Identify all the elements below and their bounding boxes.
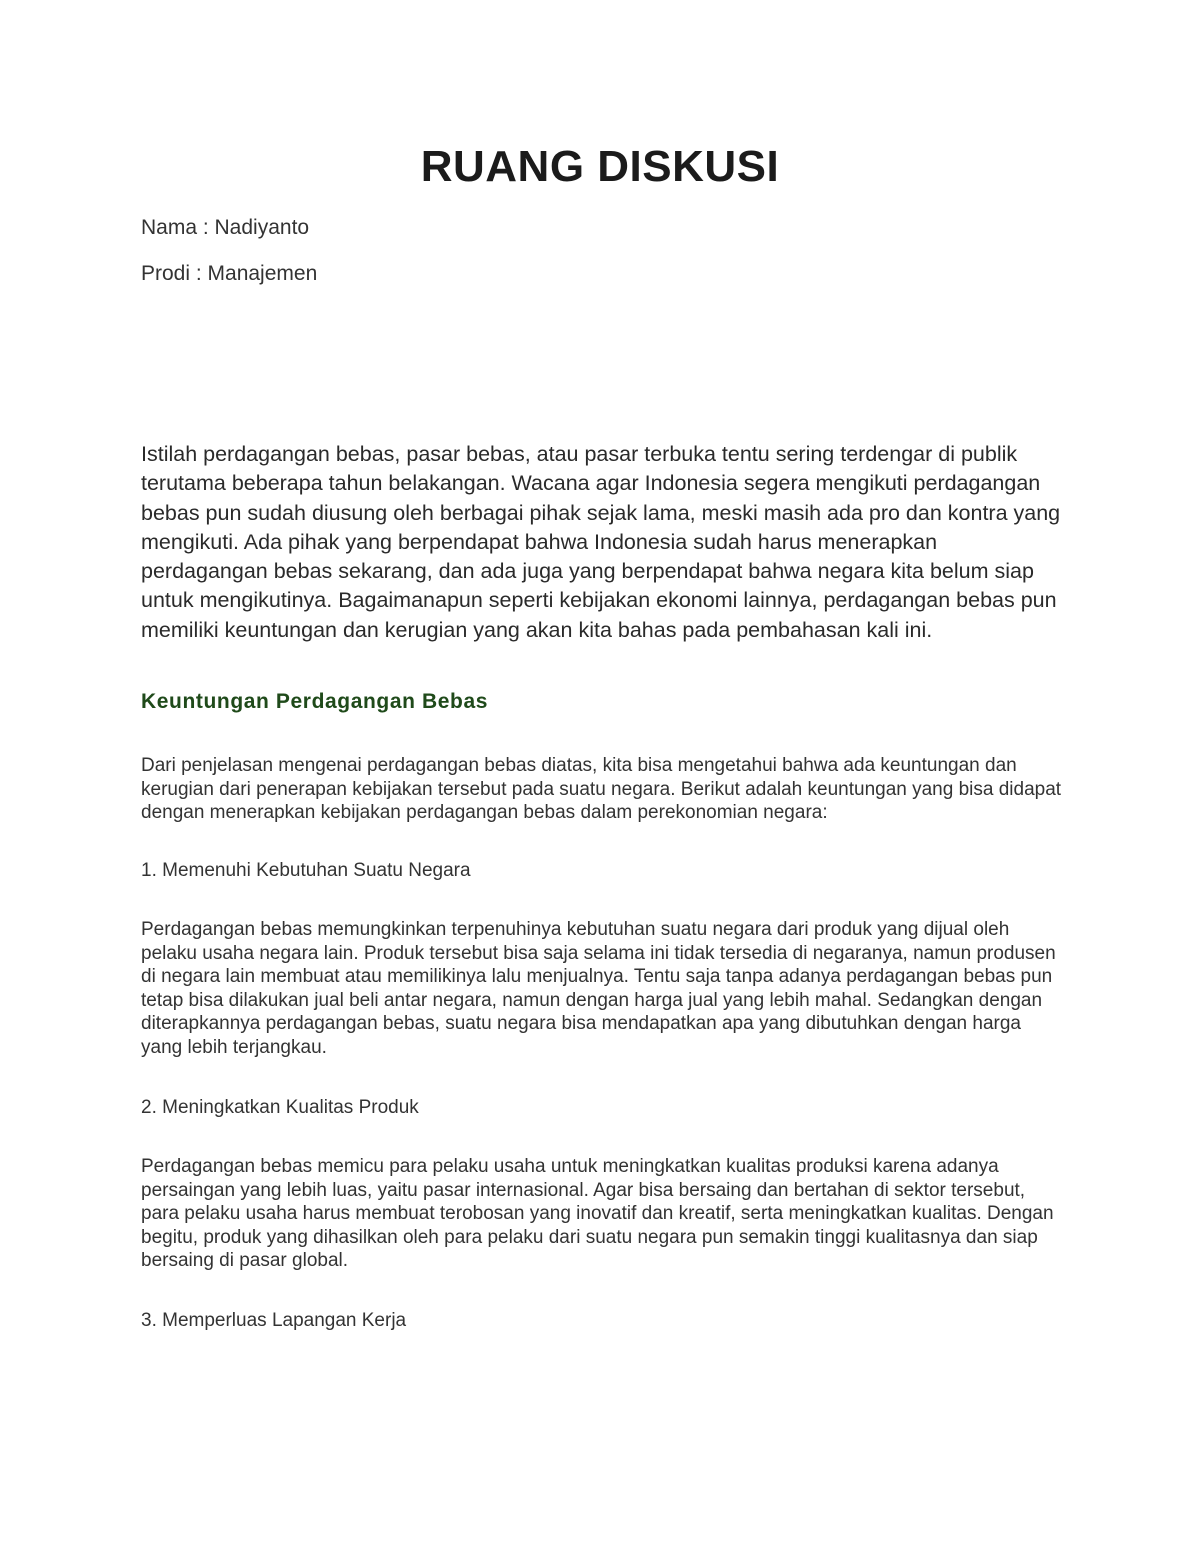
student-name: Nama : Nadiyanto xyxy=(141,216,310,239)
document-title: RUANG DISKUSI xyxy=(420,142,780,191)
item-paragraph-1: Perdagangan bebas memungkinkan terpenuhinya kebutuhan suatu negara dari produk yang dijual oleh pelaku usaha negara lain. Produk tersebut bisa saja selama ini tidak tersedia di negaranya, namun produsen di negara lain membuat atau memilikinya lalu menjualnya. Tentu saja tanpa adanya perdagangan bebas pun tetap bisa dilakukan jual beli antar negara, namun dengan harga jual yang lebih mahal. Sedangkan dengan diterapkannya perdagangan bebas, suatu negara bisa mendapatkan apa yang dibutuhkan dengan harga yang lebih terjangkau. xyxy=(141,919,1056,1058)
item-heading-2: 2. Meningkatkan Kualitas Produk xyxy=(141,1097,419,1118)
section-intro-paragraph: Dari penjelasan mengenai perdagangan bebas diatas, kita bisa mengetahui bahwa ada keuntungan dan kerugian dari penerapan kebijakan tersebut pada suatu negara. Berikut adalah keuntungan yang bisa didapat dengan menerapkan kebijakan perdagangan bebas dalam perekonomian negara: xyxy=(141,755,1062,823)
item-heading-3: 3. Memperluas Lapangan Kerja xyxy=(141,1310,407,1331)
intro-paragraph: Istilah perdagangan bebas, pasar bebas, atau pasar terbuka tentu sering terdengar di publik terutama beberapa tahun belakangan. Wacana agar Indonesia segera mengikuti perdagangan bebas pun sudah diusung oleh berbagai pihak sejak lama, meski masih ada pro dan kontra yang mengikuti. Ada pihak yang berpendapat bahwa Indonesia sudah harus menerapkan perdagangan bebas sekarang, dan ada juga yang berpendapat bahwa negara kita belum siap untuk mengikutinya. Bagaimanapun seperti kebijakan ekonomi lainnya, perdagangan bebas pun memiliki keuntungan dan kerugian yang akan kita bahas pada pembahasan kali ini. xyxy=(141,442,1061,642)
section-heading: Keuntungan Perdagangan Bebas xyxy=(141,690,489,713)
item-paragraph-2: Perdagangan bebas memicu para pelaku usaha untuk meningkatkan kualitas produksi karena adanya persaingan yang lebih luas, yaitu pasar internasional. Agar bisa bersaing dan bertahan di sektor tersebut, para pelaku usaha harus membuat terobosan yang inovatif dan kreatif, serta meningkatkan kualitas. Dengan begitu, produk yang dihasilkan oleh para pelaku dari suatu negara pun semakin tinggi kualitasnya dan siap bersaing di pasar global. xyxy=(141,1156,1054,1271)
item-heading-1: 1. Memenuhi Kebutuhan Suatu Negara xyxy=(141,860,471,881)
study-program: Prodi : Manajemen xyxy=(141,262,318,285)
